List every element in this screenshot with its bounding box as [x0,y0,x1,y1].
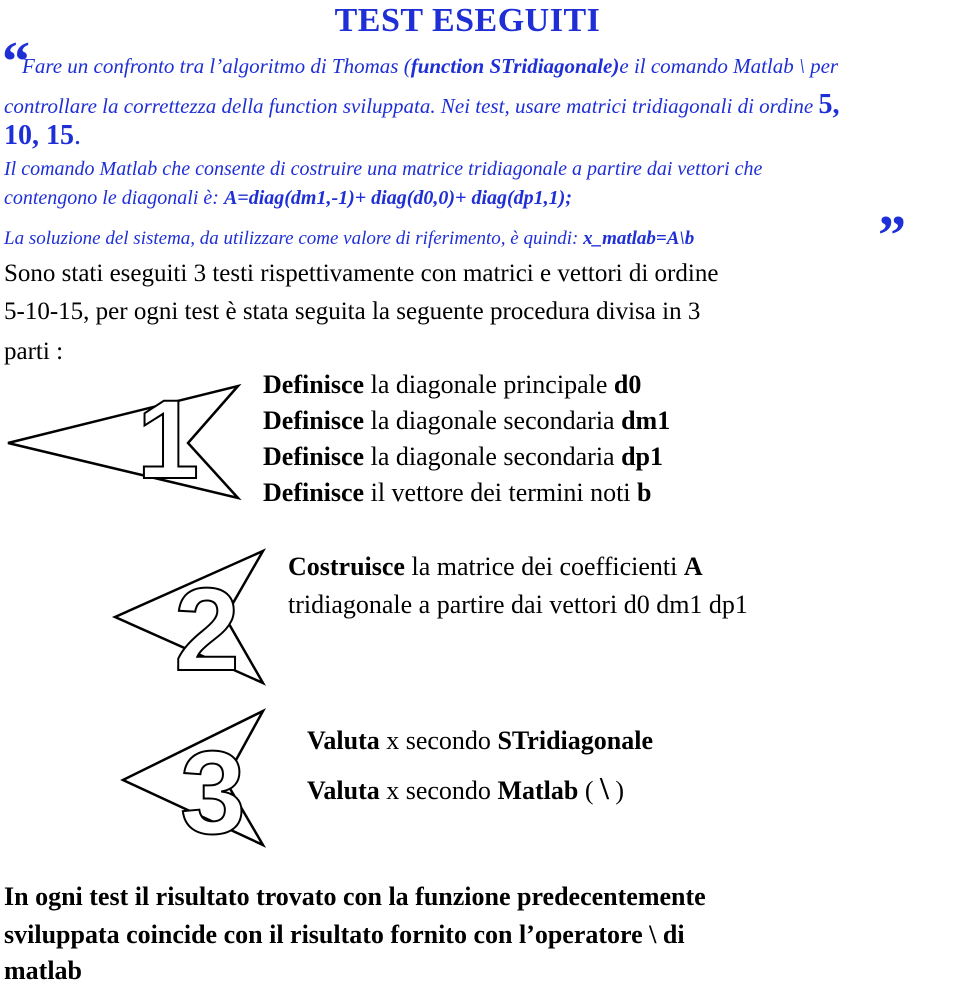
intro-line-3 [4,120,81,152]
step-1-arrow-icon [0,380,250,505]
body-line-3: parti : [4,338,64,365]
step-verb: Definisce [263,442,365,471]
step-verb: Definisce [263,370,365,399]
step-var: STridiagonale [497,726,653,755]
step-var: b [637,478,652,507]
step-text: x secondo [379,776,498,805]
step-var: Matlab [497,776,579,805]
step-1-line-4 [263,478,652,508]
step-text: la diagonale secondaria [364,442,622,471]
step-1-line-2 [263,406,670,436]
step-verb: Valuta [307,726,380,755]
step-1-number: 1 [136,380,200,502]
intro-line-1 [22,54,838,79]
para3-line [4,228,694,250]
step-text: la matrice dei coefficienti [404,552,684,581]
paren-open: ( [578,776,600,805]
step-2-line-2: tridiagonale a partire dai vettori d0 dm1 dp1 [288,590,748,619]
diag-command: A=diag(dm1,-1)+ diag(d0,0)+ diag(dp1,1); [223,187,572,209]
step-text: il vettore dei termini noti [364,478,638,507]
step-var: dp1 [621,442,664,471]
body-line-2: 5-10-15, per ogni test è stata seguita la seguente procedura divisa in 3 [4,298,701,325]
step-verb: Costruisce [288,552,405,581]
step-text: la diagonale principale [364,370,614,399]
intro-text: controllare la correttezza della function sviluppata. Nei test, usare matrici tridiagonali di ordine [4,94,819,118]
step-2-arrow-icon [85,545,275,690]
step-3-number: 3 [180,727,246,850]
step-3-line-1 [307,726,653,756]
step-verb: Definisce [263,478,365,507]
step-verb: Valuta [307,776,380,805]
step-3-arrow-icon [85,705,285,850]
conclusion-line-1: In ogni test il risultato trovato con la funzione predecentemente [4,882,706,911]
intro-text: Fare un confronto tra l’algoritmo di Thomas ( [22,54,411,78]
backslash-operator: \ [600,770,609,806]
step-var: dm1 [621,406,671,435]
para3-text: La soluzione del sistema, da utilizzare come valore di riferimento, è quindi: [4,228,584,249]
para2-text: contengono le diagonali è: [4,187,224,209]
order-value: 5, [818,89,840,120]
order-values: 10, 15 [4,120,74,151]
step-var: d0 [613,370,642,399]
intro-line-2 [4,89,839,121]
intro-period: . [74,120,81,151]
body-line-1: Sono stati eseguiti 3 testi rispettivamente con matrici e vettori di ordine [4,260,719,287]
step-1-line-1 [263,370,641,400]
intro-text: e il comando Matlab \ per [619,54,839,78]
step-2-number: 2 [174,564,240,690]
function-name: function STridiagonale) [410,54,620,78]
step-3-line-2 [307,770,624,807]
open-quote-mark: “ [2,31,30,93]
step-text: la diagonale secondaria [364,406,622,435]
step-text: x secondo [379,726,498,755]
paren-close: ) [608,776,625,805]
conclusion-line-2: sviluppata coincide con il risultato fornito con l’operatore \ di [4,920,685,949]
para2-line-1: Il comando Matlab che consente di costruire una matrice tridiagonale a partire dai vettori che [4,158,763,180]
step-2-line-1 [288,552,703,582]
step-1-line-3 [263,442,663,472]
step-var: A [683,552,703,581]
reference-solution: x_matlab=A\b [583,228,695,249]
close-quote-mark: ” [878,205,906,267]
step-verb: Definisce [263,406,365,435]
page-title: TEST ESEGUITI [334,2,601,39]
para2-line-2 [4,187,572,210]
conclusion-line-3: matlab [4,956,82,985]
